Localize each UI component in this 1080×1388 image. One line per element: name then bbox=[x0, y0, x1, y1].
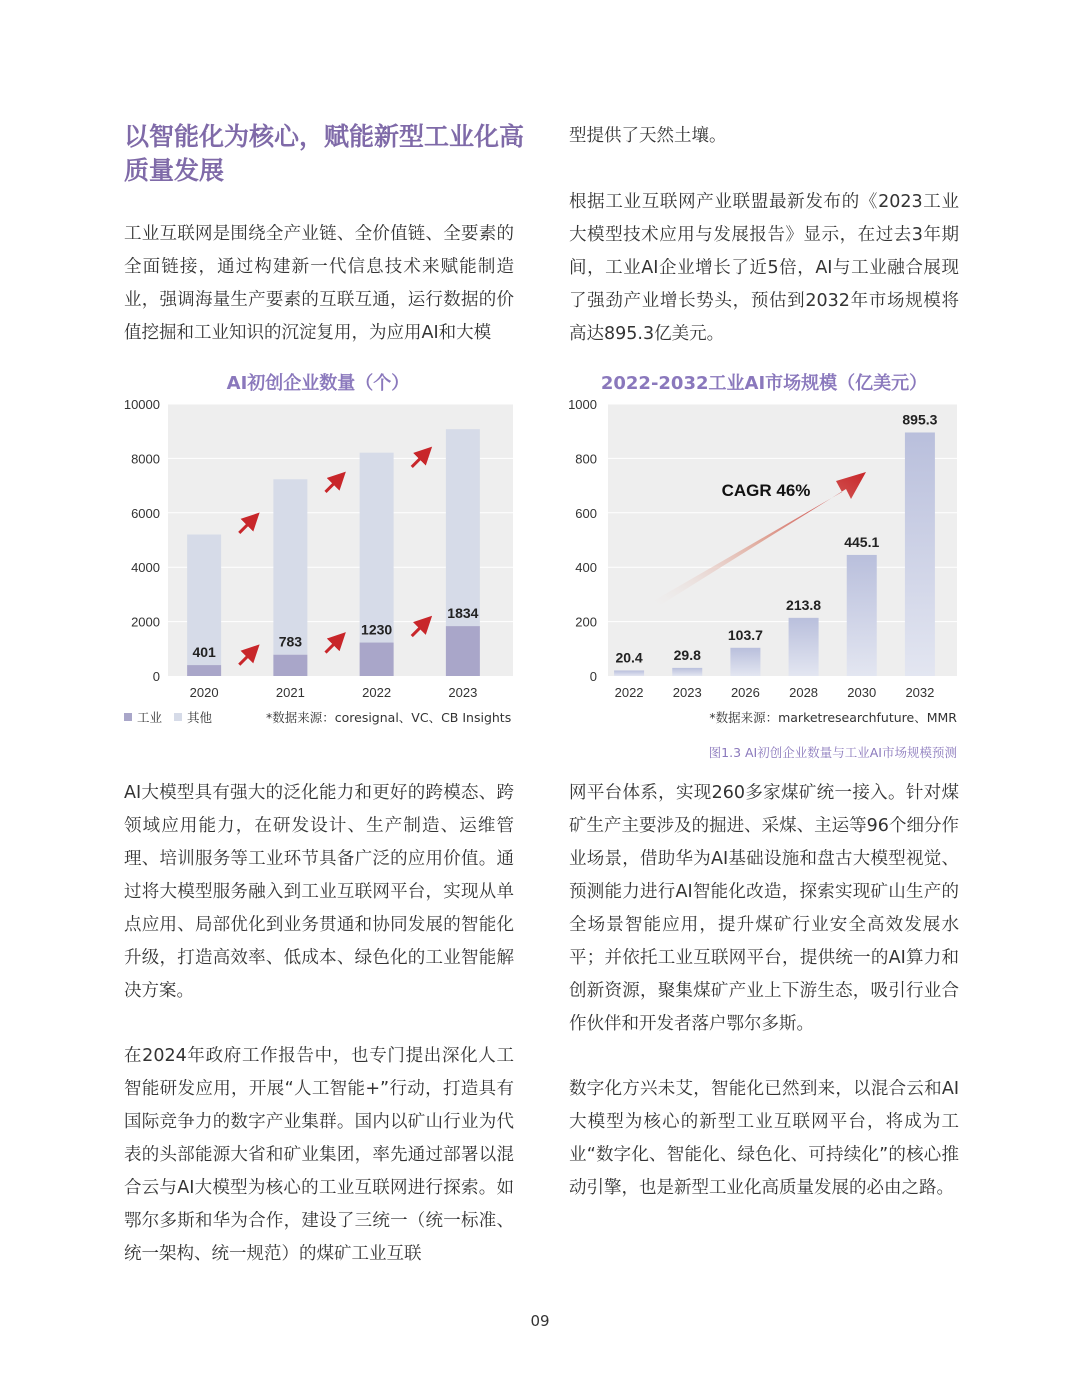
chart2-x-tick-label: 2026 bbox=[730, 685, 760, 700]
chart2-title: 2022-2032工业AI市场规模（亿美元） bbox=[600, 373, 928, 394]
chart1-y-tick-label: 10000 bbox=[123, 397, 160, 412]
chart2-bar bbox=[847, 555, 877, 676]
chart2-y-tick-label: 1000 bbox=[568, 397, 597, 412]
right-paragraph-3: 网平台体系，实现260多家煤矿统一接入。针对煤矿生产主要涉及的掘进、采煤、主运等96个细分作业场景，借助华为AI基础设施和盘古大模型视觉、预测能力进行AI智能化改造，探索实现矿山生产的全场景智能应用，提升煤矿行业安全高效发展水平；并依托工业互联网平台，提供统一的AI算力和创新资源，聚集煤矿产业上下游生态，吸引行业合作伙伴和开发者落户鄂尔多斯。 bbox=[569, 783, 959, 1034]
chart1-y-tick-label: 2000 bbox=[131, 614, 160, 630]
right-paragraph-4: 数字化方兴未艾，智能化已然到来，以混合云和AI大模型为核心的新型工业互联网平台，将成为工业“数字化、智能化、绿色化、可持续化”的核心推动引擎，也是新型工业化高质量发展的必由之路。 bbox=[569, 1079, 959, 1198]
right-paragraph-1: 型提供了天然土壤。 bbox=[569, 126, 727, 146]
chart1-data-label: 401 bbox=[192, 644, 216, 661]
page-heading: 以智能化为核心，赋能新型工业化高质量发展 bbox=[124, 122, 525, 185]
figure-caption: 图1.3 AI初创企业数量与工业AI市场规模预测 bbox=[708, 745, 957, 760]
chart2-data-label: 213.8 bbox=[786, 596, 822, 613]
chart2-bar bbox=[905, 432, 935, 676]
page-number: 09 bbox=[530, 1312, 550, 1330]
chart1-title: AI初创企业数量（个） bbox=[226, 373, 410, 394]
chart2-cagr-label: CAGR 46% bbox=[721, 481, 811, 500]
left-paragraph-2: AI大模型具有强大的泛化能力和更好的跨模态、跨领域应用能力，在研发设计、生产制造、运维管理、培训服务等工业环节具备广泛的应用价值。通过将大模型服务融入到工业互联网平台，实现从单点应用、局部优化到业务贯通和协同发展的智能化升级，打造高效率、低成本、绿色化的工业智能解决方案。 bbox=[124, 783, 514, 1001]
chart1-source: *数据来源：coresignal、VC、CB Insights bbox=[266, 710, 512, 725]
chart2-data-label: 29.8 bbox=[673, 646, 701, 663]
chart2-data-label: 103.7 bbox=[727, 626, 763, 643]
chart1-y-tick-label: 4000 bbox=[131, 560, 160, 576]
chart1-y-tick-label: 8000 bbox=[131, 451, 160, 467]
chart2-y-tick-label: 200 bbox=[575, 614, 597, 630]
chart2-y-tick-label: 400 bbox=[575, 560, 597, 576]
chart1-y-tick-label: 0 bbox=[152, 669, 160, 684]
chart1-y-tick-label: 6000 bbox=[131, 505, 160, 521]
chart2-y-tick-label: 800 bbox=[575, 451, 597, 467]
chart2-x-tick-label: 2032 bbox=[905, 685, 935, 700]
chart2-bar bbox=[614, 670, 644, 676]
chart1-x-tick-label: 2020 bbox=[189, 685, 219, 700]
chart1-x-tick-label: 2022 bbox=[362, 685, 392, 700]
chart1-x-tick-label: 2023 bbox=[448, 685, 478, 700]
chart2-x-tick-label: 2022 bbox=[614, 685, 644, 700]
chart2-data-label: 895.3 bbox=[902, 411, 938, 428]
chart2-data-label: 445.1 bbox=[844, 533, 880, 550]
legend-label-industrial: 工业 bbox=[137, 710, 163, 725]
chart1-data-label: 783 bbox=[278, 633, 303, 650]
legend-label-other: 其他 bbox=[187, 710, 213, 725]
chart2-bar bbox=[789, 618, 819, 676]
chart2-data-label: 20.4 bbox=[615, 649, 643, 666]
chart2-y-tick-label: 0 bbox=[589, 669, 597, 684]
chart2-source: *数据来源：marketresearchfuture、MMR bbox=[709, 710, 957, 725]
left-paragraph-1: 工业互联网是围绕全产业链、全价值链、全要素的全面链接，通过构建新一代信息技术来赋能制造业，强调海量生产要素的互联互通，运行数据的价值挖掘和工业知识的沉淀复用，为应用AI和大模 bbox=[124, 224, 514, 343]
left-paragraph-3: 在2024年政府工作报告中，也专门提出深化人工智能研发应用，开展“人工智能+”行动，打造具有国际竞争力的数字产业集群。国内以矿山行业为代表的头部能源大省和矿业集团，率先通过部署以混合云与AI大模型为核心的工业互联网进行探索。如鄂尔多斯和华为合作，建设了三统一（统一标准、统一架构、统一规范）的煤矿工业互联 bbox=[124, 1046, 514, 1264]
chart1-data-label: 1230 bbox=[361, 621, 393, 638]
chart2-y-tick-label: 600 bbox=[575, 505, 597, 521]
chart1-data-label: 1834 bbox=[447, 605, 479, 622]
chart2-x-tick-label: 2030 bbox=[847, 685, 877, 700]
right-paragraph-2: 根据工业互联网产业联盟最新发布的《2023工业大模型技术应用与发展报告》显示，在过去3年期间，工业AI企业增长了近5倍，AI与工业融合展现了强劲产业增长势头，预估到2032年市场规模将高达895.3亿美元。 bbox=[569, 192, 959, 344]
chart2-bar bbox=[672, 668, 702, 676]
chart2-x-tick-label: 2028 bbox=[789, 685, 819, 700]
chart2-x-tick-label: 2023 bbox=[672, 685, 702, 700]
chart2-bar bbox=[730, 648, 760, 676]
chart1-x-tick-label: 2021 bbox=[275, 685, 305, 700]
